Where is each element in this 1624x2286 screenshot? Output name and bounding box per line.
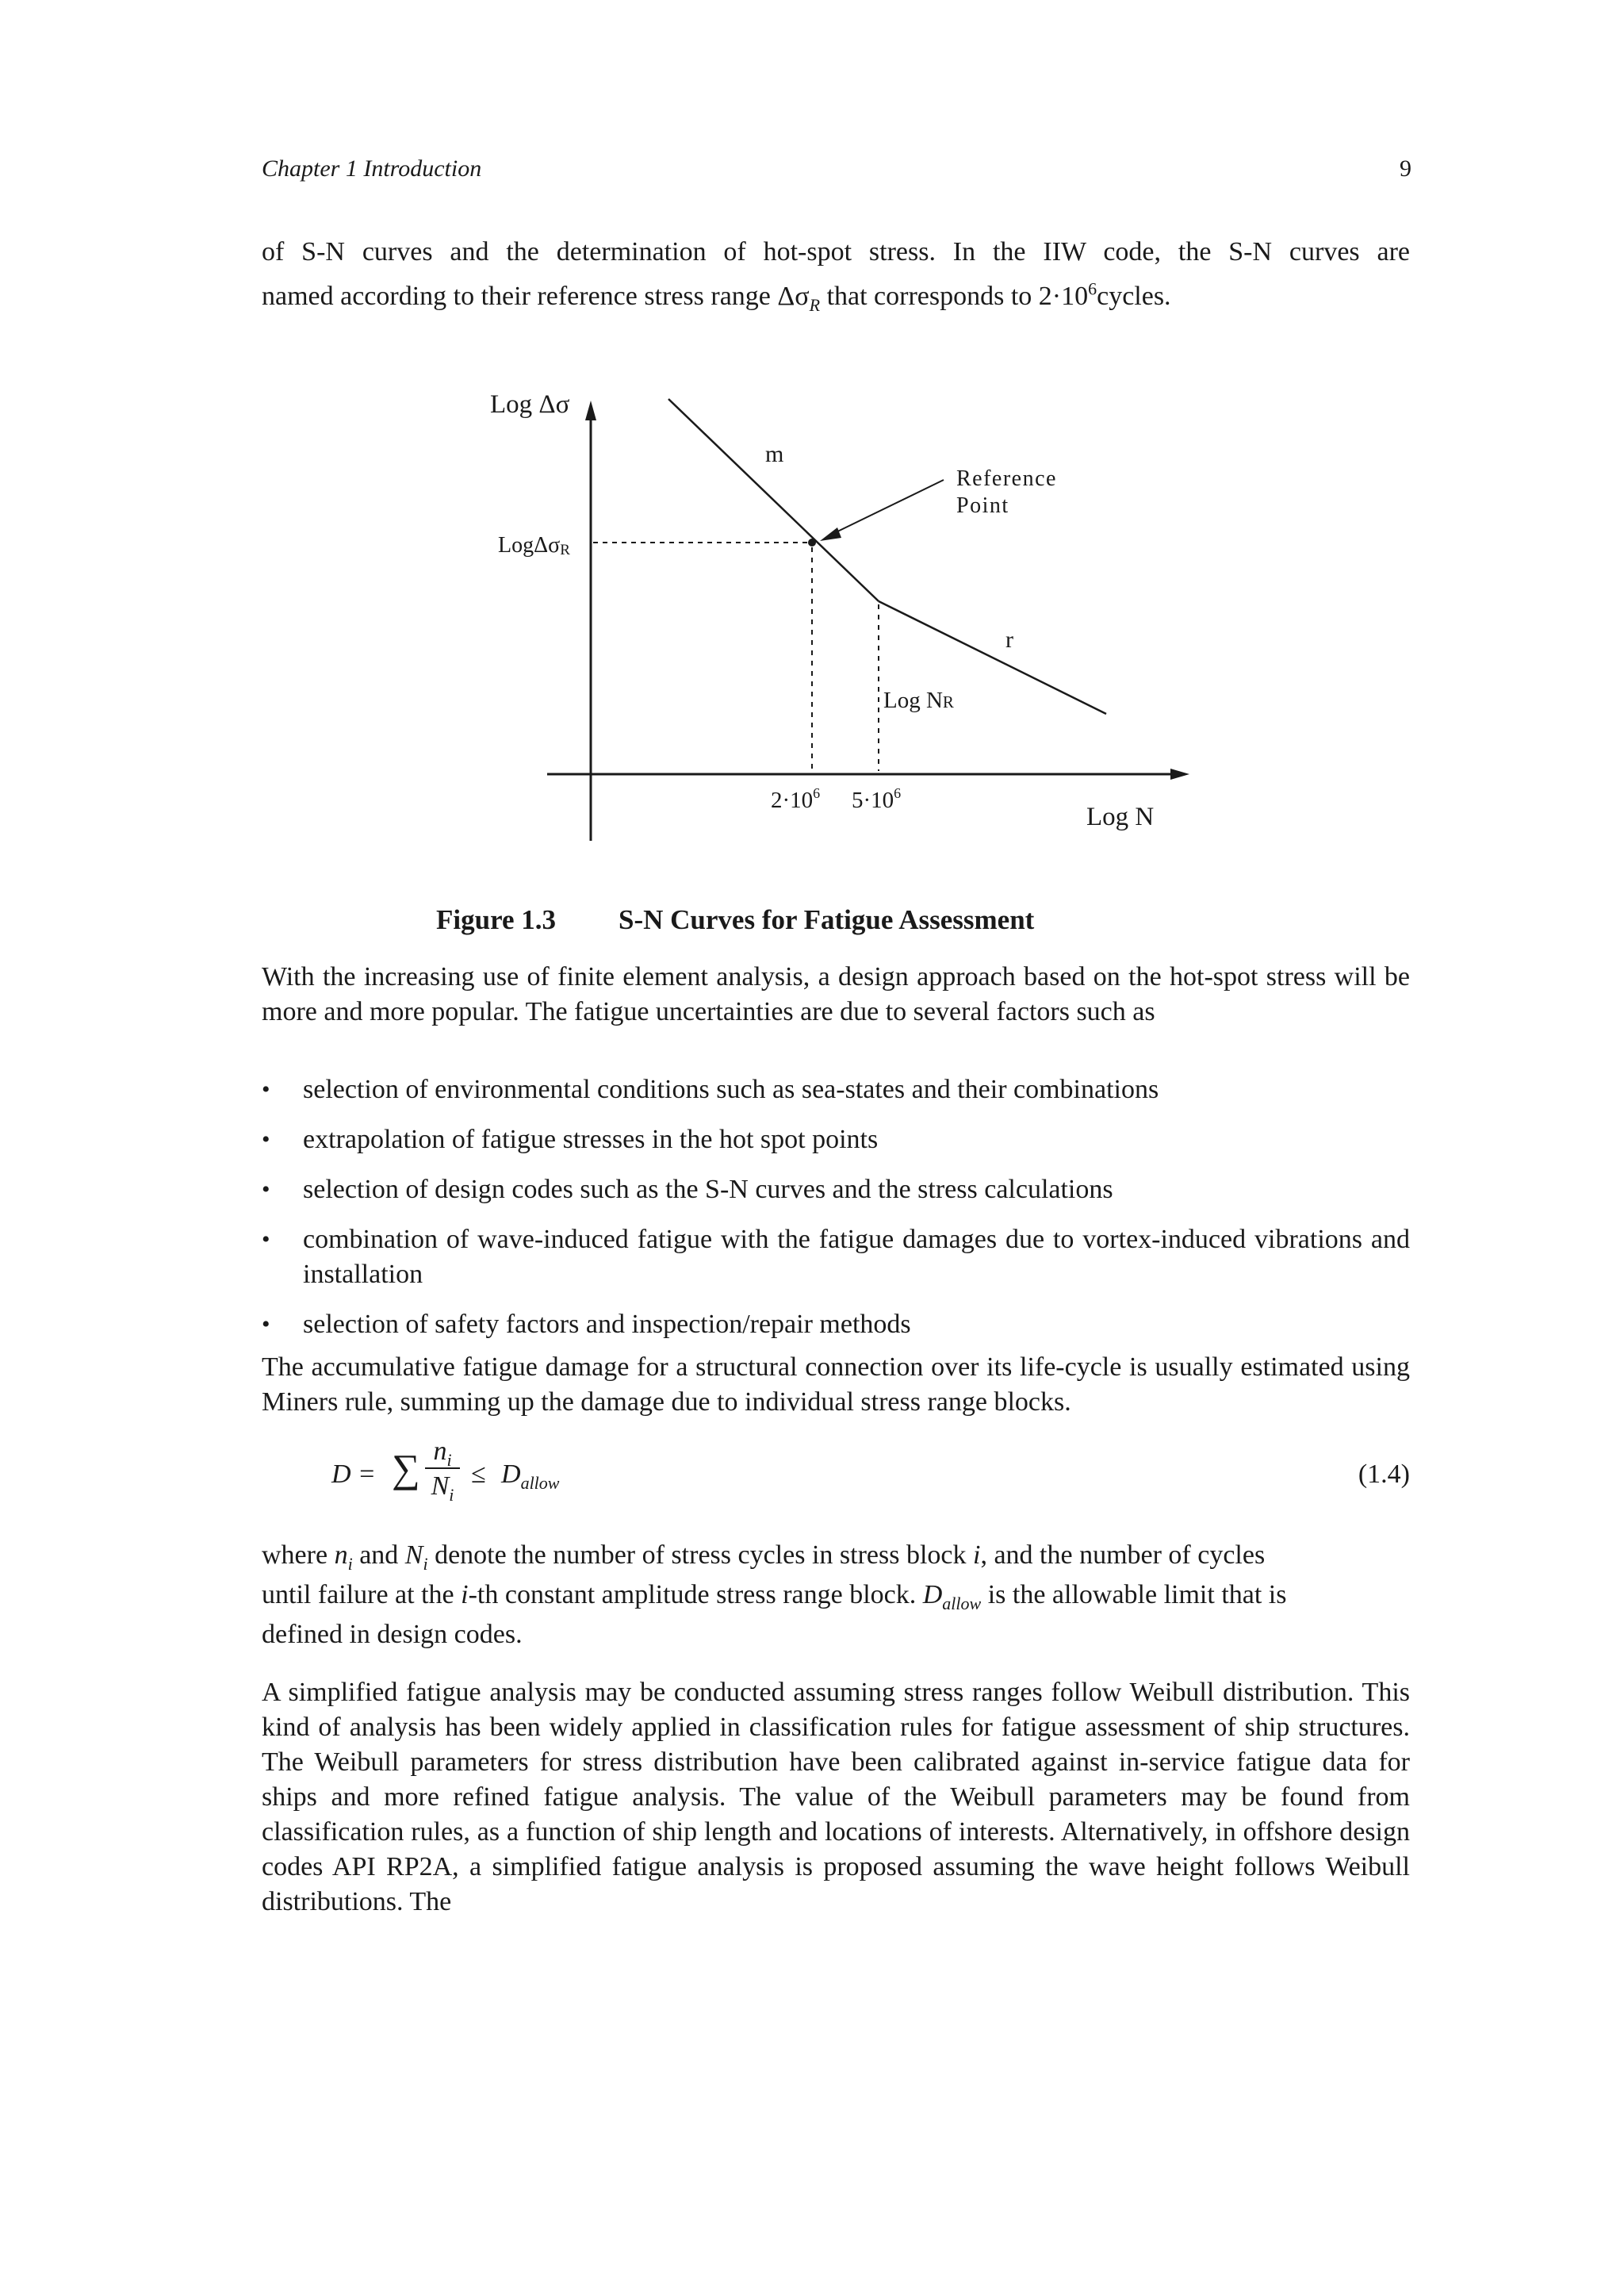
reference-level-label — [498, 533, 570, 558]
curve-segment-m — [668, 399, 879, 601]
list-item-text: extrapolation of fatigue stresses in the hot spot points — [303, 1125, 879, 1154]
paragraph-1-text: of S-N curves and the determination of hot-spot stress. In the IIW code, the S-N curves are — [262, 237, 1410, 267]
x-axis-arrow — [1170, 769, 1189, 780]
page-number: 9 — [1400, 155, 1411, 182]
equation-rhs — [501, 1459, 560, 1493]
p4-n-sub: i — [347, 1553, 353, 1574]
reference-level-sub: R — [560, 542, 570, 558]
reference-label-line-2: Point — [956, 493, 1009, 518]
log-nr-sub: R — [942, 692, 954, 711]
numerator-n: n — [433, 1436, 447, 1466]
paragraph-1-text-b: that corresponds to — [820, 282, 1039, 311]
p4-text-8: defined in design codes. — [262, 1620, 523, 1649]
bullet-icon: • — [262, 1126, 270, 1153]
rhs-sub: allow — [520, 1472, 560, 1493]
equation-number: (1.4) — [1358, 1459, 1410, 1489]
reference-label-line-1: Reference — [956, 466, 1057, 491]
list-item — [262, 1172, 1410, 1207]
p4-i-symbol-2: i — [461, 1580, 469, 1609]
reference-pointer-arrowhead — [820, 527, 841, 541]
paragraph-1-text-a: named according to their reference stress range — [262, 282, 778, 311]
sum-symbol: ∑ — [392, 1446, 420, 1490]
bullet-icon: • — [262, 1311, 270, 1337]
list-item — [262, 1072, 1410, 1107]
paragraph-1-text-c: cycles. — [1097, 282, 1171, 311]
leq-symbol: ≤ — [471, 1459, 486, 1489]
tick-5e6-base: 5·10 — [852, 788, 894, 813]
slope-r-label: r — [1005, 627, 1013, 653]
list-item — [262, 1307, 1410, 1342]
x-axis-label: Log N — [1086, 803, 1155, 831]
p4-text-7: is the allowable limit that is — [981, 1580, 1287, 1609]
reference-point-marker — [808, 539, 816, 547]
p4-d-symbol: D — [922, 1580, 943, 1609]
log-nr-main: Log N — [883, 688, 943, 713]
slope-m-label: m — [765, 441, 784, 467]
figure-label: Figure 1.3 — [436, 904, 557, 935]
denominator-sub: i — [449, 1484, 454, 1505]
factor-list — [262, 1072, 1410, 1357]
bullet-icon: • — [262, 1076, 270, 1103]
p4-i-symbol: i — [972, 1540, 981, 1570]
bullet-icon: • — [262, 1226, 270, 1252]
cycles-base: 2·10 — [1038, 282, 1089, 311]
tick-label-5e6 — [852, 785, 901, 813]
paragraph-5: A simplified fatigue analysis may be conducted assuming stress ranges follow Weibull distribution. This kind of analysis has been widely applied in classification rules for fatigue assessment of ship structures. The Weibull parameters for stress distribution have been calibrated against in-service fatigue data for ships and more refined fatigue analysis. The value of the Weibull parameters may be found from classification rules, as a function of ship length and locations of interests. Alternatively, in offshore design codes API RP2A, a simplified fatigue analysis is proposed assuming the wave height follows Weibull distributions. The — [262, 1678, 1410, 1916]
equation-1-4 — [331, 1436, 1410, 1507]
sn-curve-figure — [0, 0, 1624, 888]
list-item-text: selection of safety factors and inspection/repair methods — [303, 1310, 911, 1339]
list-item-text: selection of environmental conditions such as sea-states and their combinations — [303, 1075, 1159, 1104]
p4-text-3: denote the number of stress cycles in stress block — [427, 1540, 973, 1570]
p4-text-6: -th constant amplitude stress range block. — [468, 1580, 923, 1609]
delta-sigma: Δσ — [777, 282, 810, 311]
fraction-numerator — [425, 1436, 460, 1470]
denominator-n: N — [431, 1471, 450, 1501]
tick-2e6-base: 2·10 — [771, 788, 814, 813]
log-nr-label — [883, 688, 954, 713]
bullet-icon: • — [262, 1176, 270, 1202]
cycles-exponent: 6 — [1088, 278, 1097, 299]
list-item — [262, 1222, 1410, 1292]
list-item-text: combination of wave-induced fatigue with the fatigue damages due to vortex-induced vibrations and installation — [303, 1225, 1410, 1289]
p4-N-symbol: N — [404, 1540, 423, 1570]
fraction-denominator — [425, 1467, 460, 1505]
figure-title: S-N Curves for Fatigue Assessment — [619, 904, 1035, 935]
y-axis-arrow — [585, 401, 596, 420]
reference-pointer-line — [829, 480, 944, 535]
subscript-r: R — [809, 294, 821, 315]
list-item-text: selection of design codes such as the S-N curves and the stress calculations — [303, 1175, 1113, 1204]
fraction — [425, 1436, 460, 1505]
rhs-d: D — [501, 1459, 521, 1489]
p4-text-5: until failure at the — [262, 1580, 462, 1609]
equation-lhs: D = — [331, 1459, 376, 1489]
tick-5e6-exp: 6 — [894, 785, 902, 801]
paragraph-4 — [262, 1536, 1410, 1655]
chapter-title: Chapter 1 Introduction — [262, 155, 482, 182]
p4-text-4: , and the number of cycles — [980, 1540, 1266, 1570]
p4-n-symbol: n — [334, 1540, 348, 1570]
tick-label-2e6 — [771, 785, 820, 813]
list-item — [262, 1122, 1410, 1157]
y-axis-label: Log Δσ — [490, 390, 570, 419]
reference-level-main: LogΔσ — [498, 533, 561, 558]
paragraph-2: With the increasing use of finite element analysis, a design approach based on the hot-spot stress will be more and more popular. The fatigue uncertainties are due to several factors such as — [262, 962, 1410, 1026]
tick-2e6-exp: 6 — [813, 785, 821, 801]
paragraph-3: The accumulative fatigue damage for a structural connection over its life-cycle is usually estimated using Miners rule, summing up the damage due to individual stress range blocks. — [262, 1352, 1410, 1417]
p4-d-sub: allow — [942, 1593, 982, 1613]
p4-text-2: and — [352, 1540, 405, 1570]
p4-text-1: where — [262, 1540, 335, 1570]
p4-N-sub: i — [423, 1553, 428, 1574]
numerator-sub: i — [446, 1449, 452, 1470]
